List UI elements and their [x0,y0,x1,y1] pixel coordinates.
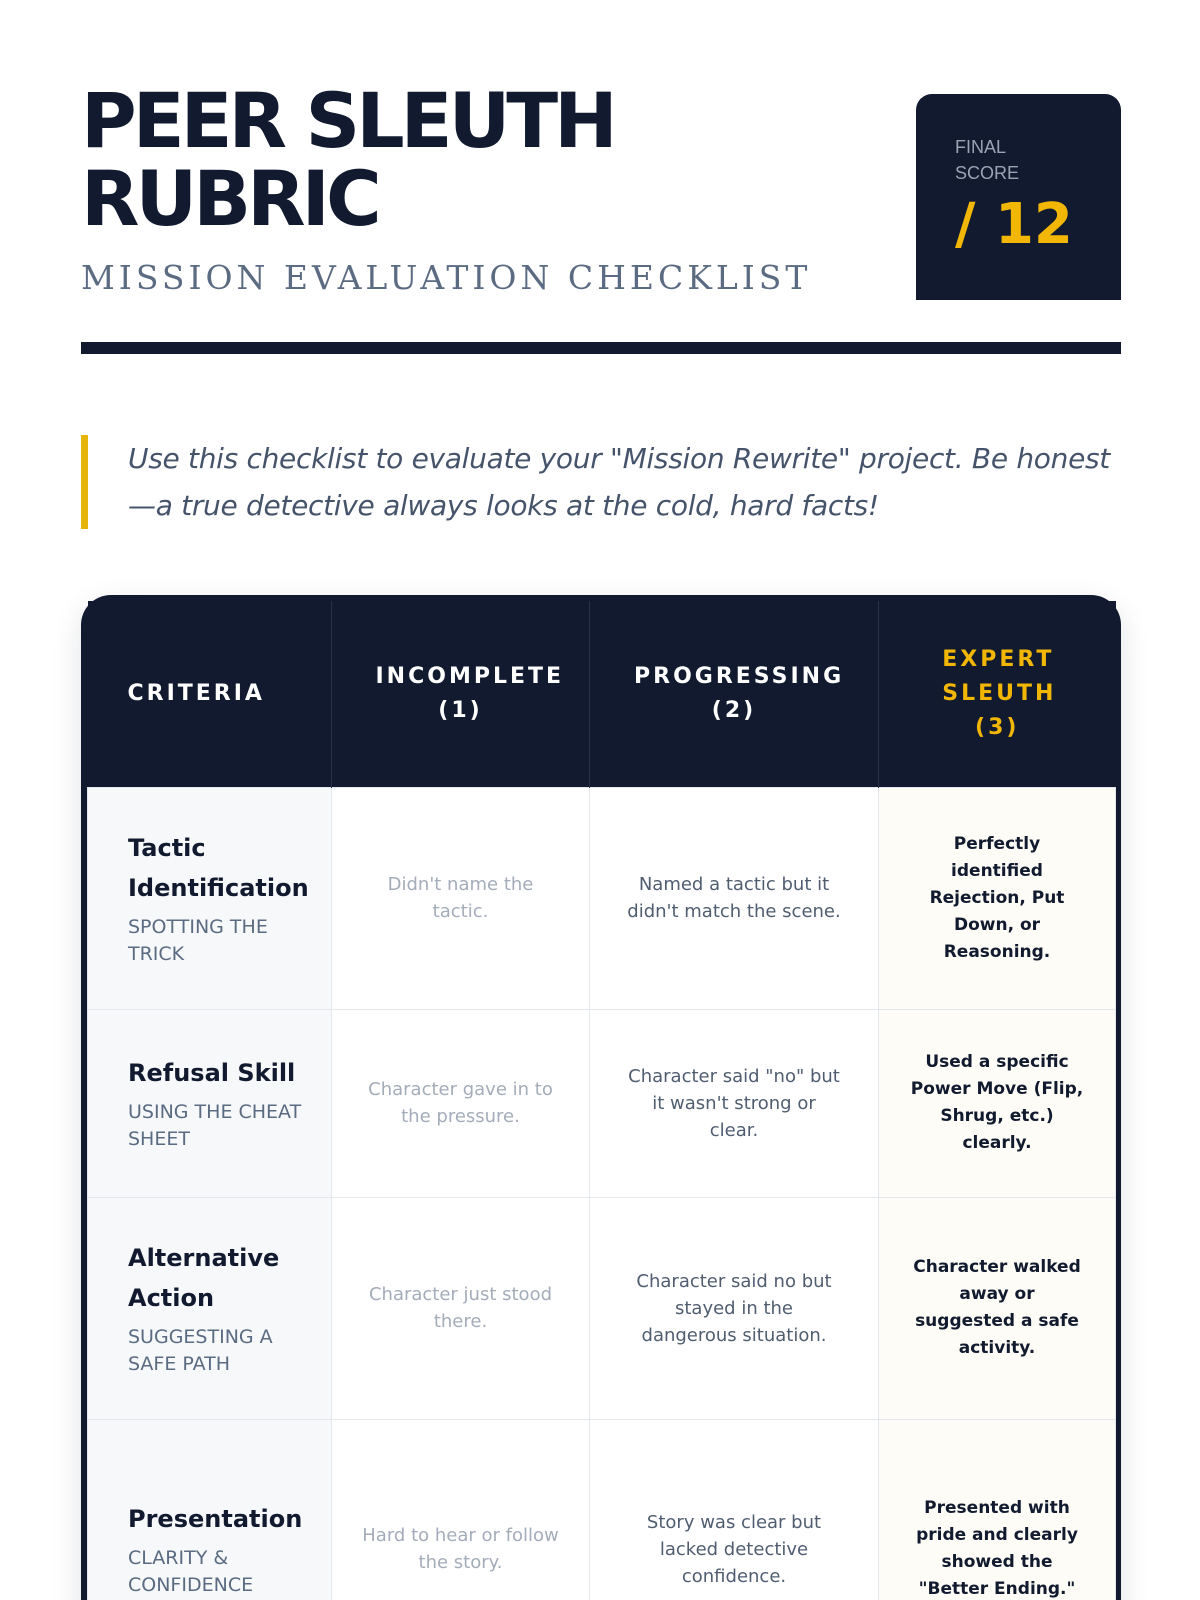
table-row [88,1419,1116,1600]
progressing-cell: Character said no but stayed in the dangerous situation. [590,1197,879,1419]
expert-cell: Presented with pride and clearly showed the "Better Ending." [879,1419,1116,1600]
final-score-box [916,94,1121,300]
incomplete-cell: Hard to hear or follow the story. [332,1419,590,1600]
header-progressing-label: PROGRESSING (2) [634,663,845,723]
rubric-table-container [81,595,1121,1600]
progressing-cell: Story was clear but lacked detective confidence. [590,1419,879,1600]
criteria-name: Alternative Action [128,1244,280,1312]
expert-cell: Perfectly identified Rejection, Put Down, or Reasoning. [879,787,1116,1009]
criteria-cell [88,1419,332,1600]
header-incomplete-label: INCOMPLETE (1) [375,663,565,723]
criteria-name: Refusal Skill [128,1059,296,1087]
final-score-label: FINAL SCORE [955,137,1020,183]
header-criteria: CRITERIA [88,601,332,787]
incomplete-cell: Didn't name the tactic. [332,787,590,1009]
expert-cell: Character walked away or suggested a safe activity. [879,1197,1116,1419]
page-header [81,76,1121,300]
criteria-subtitle: USING THE CHEAT SHEET [128,1101,302,1150]
header-divider [81,342,1121,354]
incomplete-cell: Character just stood there. [332,1197,590,1419]
incomplete-cell: Character gave in to the pressure. [332,1009,590,1197]
intro-callout [81,435,1121,529]
progressing-cell: Character said "no" but it wasn't strong or clear. [590,1009,879,1197]
table-row [88,787,1116,1009]
criteria-subtitle: SUGGESTING A SAFE PATH [128,1326,273,1375]
table-row [88,1197,1116,1419]
intro-text: Use this checklist to evaluate your "Mission Rewrite" project. Be honest—a true detective always looks at the cold, hard facts! [128,442,1110,522]
criteria-cell [88,1197,332,1419]
expert-cell: Used a specific Power Move (Flip, Shrug, etc.) clearly. [879,1009,1116,1197]
criteria-cell [88,1009,332,1197]
header-expert [879,601,1116,787]
header-expert-label: EXPERT SLEUTH (3) [942,646,1057,740]
criteria-name: Presentation [128,1505,303,1533]
criteria-name: Tactic Identification [128,834,309,902]
table-row [88,1009,1116,1197]
progressing-cell: Named a tactic but it didn't match the scene. [590,787,879,1009]
header-incomplete [332,601,590,787]
criteria-subtitle: SPOTTING THE TRICK [128,916,268,965]
criteria-subtitle: CLARITY & CONFIDENCE [128,1547,254,1596]
final-score-value: / 12 [955,192,1073,257]
table-header-row [88,601,1116,787]
criteria-cell [88,787,332,1009]
header-progressing [590,601,879,787]
page-subtitle: MISSION EVALUATION CHECKLIST [81,258,812,297]
page-title: PEER SLEUTH RUBRIC [81,76,614,243]
rubric-table [87,601,1116,1600]
